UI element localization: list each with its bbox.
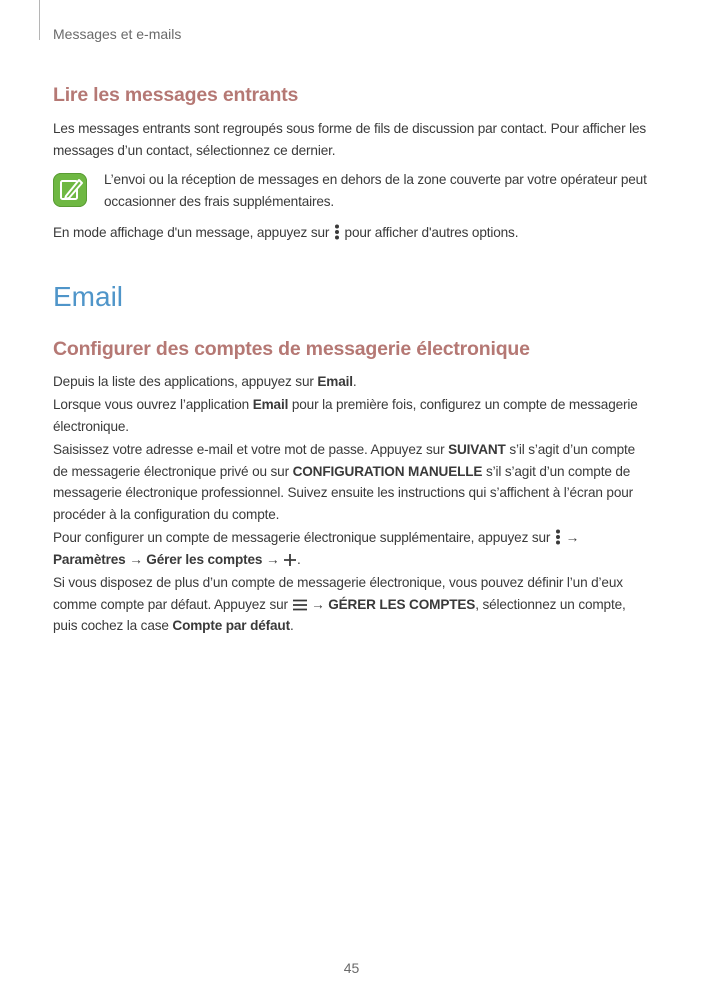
email-p4-parametres: Paramètres [53, 551, 126, 567]
email-p4-end: . [297, 551, 301, 567]
email-p3-suivant: SUIVANT [448, 442, 506, 457]
email-heading: Configurer des comptes de messagerie électronique [53, 337, 530, 360]
email-p1-end: . [352, 373, 357, 389]
email-p3-d: s’il s’agit d’un compte de messagerie électronique professionnel. Suivez ensuite les instructions qui s’affichent à l’écran pour procéder à la configuration du compte. [53, 463, 634, 522]
email-p2-bold: Email [252, 397, 289, 412]
email-paragraph-3 [53, 439, 653, 525]
email-p3-c: s’il s’agit d’un compte de messagerie électronique privé ou sur [53, 442, 636, 479]
header-rule [39, 0, 40, 40]
email-p3-a: Saisissez votre adresse e-mail et votre mot de passe. Appuyez sur [53, 442, 449, 457]
email-p5-compte-defaut: Compte par défaut [172, 618, 290, 633]
email-p5-c: , sélectionnez un compte, puis cochez la case [53, 596, 626, 633]
arrow: → [561, 530, 580, 545]
email-p2-end: pour la première fois, configurez un compte de messagerie électronique. [53, 397, 638, 434]
running-header: Messages et e-mails [53, 26, 182, 42]
email-p5-a: Si vous disposez de plus d’un compte de messagerie électronique, vous pouvez définir l’un d’eux comme compte par défaut. Appuyez sur [53, 575, 623, 612]
email-p1-bold: Email [317, 373, 353, 389]
email-p5-gerer-les-comptes: GÉRER LES COMPTES [328, 596, 476, 612]
email-paragraph-4 [53, 527, 653, 570]
email-p2-text: Lorsque vous ouvrez l’application [53, 397, 253, 412]
page-number: 45 [343, 960, 360, 976]
email-p4-gerer-comptes: Gérer les comptes [146, 551, 263, 567]
note-icon [53, 173, 87, 207]
messages-paragraph-1: Les messages entrants sont regroupés sous forme de fils de discussion par contact. Pour afficher les messages d’un contact, sélectionnez ce dernier. [53, 121, 647, 158]
arrow: → [125, 551, 147, 567]
page-content [53, 84, 653, 637]
messages-paragraph-2 [53, 222, 653, 244]
messages-p2-after: pour afficher d'autres options. [344, 225, 519, 240]
messages-heading: Lire les messages entrants [53, 84, 299, 106]
more-options-icon [554, 529, 562, 545]
email-p1-text: Depuis la liste des applications, appuyez sur [53, 373, 318, 389]
email-paragraph-2 [53, 394, 653, 437]
email-title: Email [53, 280, 124, 312]
arrow: → [307, 596, 329, 612]
email-paragraph-1 [53, 371, 653, 393]
email-paragraph-5 [53, 572, 653, 637]
note-block [53, 169, 653, 212]
email-p4-a: Pour configurer un compte de messagerie électronique supplémentaire, appuyez sur [53, 530, 551, 545]
more-options-icon [333, 224, 341, 240]
add-icon [283, 553, 297, 567]
menu-icon [292, 598, 308, 612]
note-text: L’envoi ou la réception de messages en dehors de la zone couverte par votre opérateur peut occasionner des frais supplémentaires. [104, 172, 647, 209]
email-p5-end: . [289, 618, 294, 633]
email-p3-config-manuelle: CONFIGURATION MANUELLE [292, 463, 483, 479]
messages-p2-before: En mode affichage d'un message, appuyez sur [53, 225, 330, 240]
arrow: → [262, 551, 284, 567]
